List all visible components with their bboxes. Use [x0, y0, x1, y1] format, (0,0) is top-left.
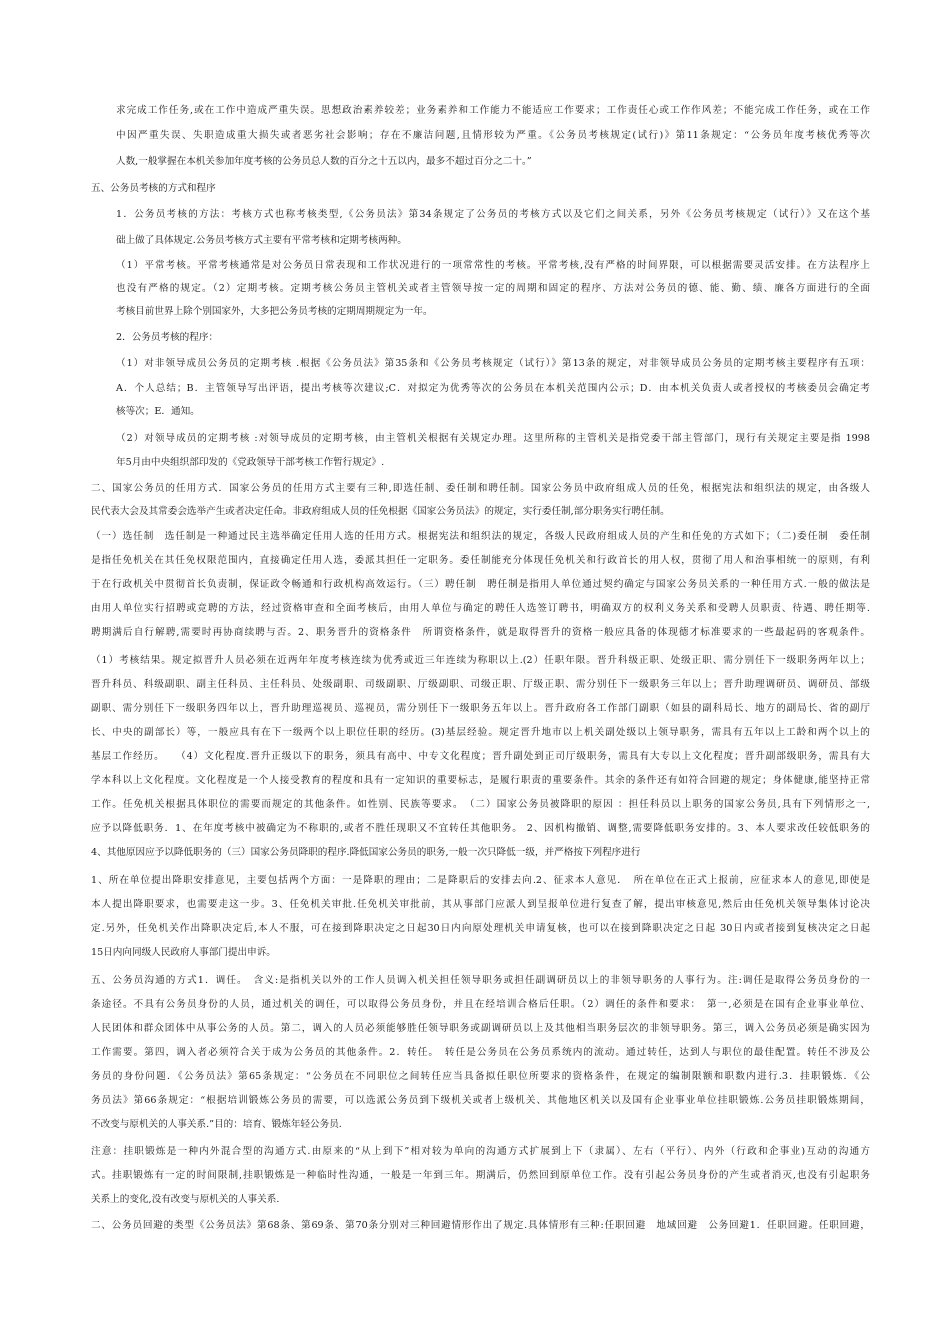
- section-heading: 五、公务员考核的方式和程序: [91, 183, 216, 194]
- text-line: （1）平常考核。平常考核通常是对公务员日常表现和工作状况进行的一项常常性的考核。平常考核,没有严格的时间界限，可以根据需要灵活安排。在方法程序上: [116, 260, 870, 271]
- text-line: 式。挂职锻炼有一定的时间限制,挂职锻炼是一种临时性沟通，一般是一年到三年。期满后，仍然回到原单位工作。没有引起公务员身份的产生或者消灭,也没有引起职务: [91, 1170, 870, 1181]
- text-line: 工作需要。第四，调入者必须符合关于成为公务员的其他条件。2．转任。 转任是公务员在公务员系统内的流动。通过转任，达到人与职位的最佳配置。转任不涉及公: [91, 1047, 870, 1058]
- text-line: 工作。任免机关根据具体职位的需要而规定的其他条件。如性别、民族等要求。 （二）国家公务员被降职的原因 ：担任科员以上职务的国家公务员,具有下列情形之一,: [91, 799, 870, 810]
- text-line: 是指任免机关在其任免权限范围内，直接确定任用人选，委派其担任一定职务。委任制能充分体现任免机关和行政首长的用人权，贯彻了用人和治事相统一的原则，有利: [91, 555, 870, 566]
- text-line: 中因严重失误、失职造成重大损失或者恶劣社会影响；存在不廉洁问题,且情形较为严重。《公务员考核规定(试行)》第11条规定：“公务员年度考核优秀等次: [116, 130, 870, 141]
- text-line: 务员的身份问题．《公务员法》第65条规定：“公务员在不同职位之间转任应当具备拟任职位所要求的资格条件，在规定的编制限额和职数内进行.3．挂职锻炼．《公: [91, 1071, 870, 1082]
- text-line: 也没有严格的规定。（2）定期考核。定期考核公务员主管机关或者主管领导按一定的周期和固定的程序、方法对公务员的德、能、勤、绩、廉各方面进行的全面: [116, 283, 870, 294]
- text-line: 本人提出降职要求，也需要走这一步。3、任免机关审批.任免机关审批前，其从事部门应派人到呈报单位进行复查了解，提出审核意见,然后由任免机关领导集体讨论决: [91, 899, 870, 910]
- text-line: 由用人单位实行招聘或竞聘的方法，经过资格审查和全面考核后，由用人单位与确定的聘任人选签订聘书，明确双方的权利义务关系和受聘人员职责、待遇、聘任期等.: [91, 603, 870, 614]
- text-line: 15日内向同级人民政府人事部门提出申诉。: [91, 947, 276, 958]
- text-line: 长、中央的副部长）等，一般应具有在下一级两个以上职位任职的经历。(3)基层经验。规定晋升地市以上机关副处级以上领导职务，需具有五年以上工龄和两个以上的: [91, 727, 870, 738]
- text-line: 注意：挂职锻炼是一种内外混合型的沟通方式.由原来的“从上到下”相对较为单向的沟通方式扩展到上下（隶属）、左右（平行）、内外（行政和企事业)互动的沟通方: [91, 1146, 870, 1157]
- text-line: （2）对领导成员的定期考核 :对领导成员的定期考核，由主管机关根据有关规定办理。这里所称的主管机关是指党委干部主管部门，现行有关规定主要是指 1998: [116, 433, 870, 444]
- text-line: 不改变与原机关的人事关系.”目的：培育、锻炼年轻公务员.: [91, 1119, 342, 1130]
- text-line: 应予以降低职务．1、在年度考核中被确定为不称职的,或者不胜任现职又不宜转任其他职务。 2、因机构撤销、调整,需要降低职务安排的。3、本人要求改任较低职务的: [91, 823, 870, 834]
- text-line: 核等次；E．通知。: [116, 406, 200, 417]
- text-line: 础上做了具体规定.公务员考核方式主要有平常考核和定期考核两种。: [116, 235, 407, 246]
- text-line: 副职、需分别任下一级职务四年以上，晋升助理巡视员、巡视员，需分别任下一级职务五年以上。晋升政府各工作部门副职（如县的副科局长、地方的副局长、省的副厅: [91, 703, 870, 714]
- text-line: 考核目前世界上除个别国家外，大多把公务员考核的定期周期规定为一年。: [116, 306, 433, 317]
- text-line: 学本科以上文化程度。文化程度是一个人接受教育的程度和具有一定知识的重要标志，是履行职责的重要条件。其余的条件还有如符合回避的规定；身体健康,能坚持正常: [91, 775, 870, 786]
- text-line: 4、其他原因应予以降低职务的（三）国家公务员降职的程序.降低国家公务员的职务,一般一次只降低一级，并严格按下列程序进行: [91, 847, 641, 858]
- text-line: 人民团体和群众团体中从事公务的人员。第二，调入的人员必须能够胜任领导职务或副调研员以上及其他相当职务层次的非领导职务。第三，调入公务员必须是确实因为: [91, 1023, 870, 1034]
- text-line: 于在行政机关中贯彻首长负责制，保证政令畅通和行政机构高效运行。（三）聘任制 聘任制是指用人单位通过契约确定与国家公务员关系的一种任用方式.一般的做法是: [91, 579, 870, 590]
- text-line: 聘期满后自行解聘,需要时再协商续聘与否。2、职务晋升的资格条件 所谓资格条件，就是取得晋升的资格一般应具备的体现德才标准要求的一些最起码的客观条件。: [91, 627, 870, 638]
- text-line: 二、国家公务员的任用方式．国家公务员的任用方式主要有三种,即选任制、委任制和聘任制。国家公务员中政府组成人员的任免，根据宪法和组织法的规定，由各级人: [91, 483, 870, 494]
- text-line: 人数,一般掌握在本机关参加年度考核的公务员总人数的百分之十五以内，最多不超过百分之二十。”: [116, 156, 532, 167]
- text-line: A．个人总结；B．主管领导写出评语，提出考核等次建议;C．对拟定为优秀等次的公务员在本机关范围内公示；D．由本机关负责人或者授权的考核委员会确定考: [116, 383, 870, 394]
- text-line: 关系上的变化,没有改变与原机关的人事关系.: [91, 1194, 280, 1205]
- text-line: 条途径。不具有公务员身份的人员，通过机关的调任，可以取得公务员身份，并且在经培训合格后任职。（2）调任的条件和要求： 第一,必须是在国有企业事业单位、: [91, 999, 870, 1010]
- text-line: 1．公务员考核的方法：考核方式也称考核类型,《公务员法》第34条规定了公务员的考核方式以及它们之间关系，另外《公务员考核规定（试行）》又在这个基: [116, 209, 870, 220]
- text-line: 务员法》第66条规定：“根据培训锻炼公务员的需要，可以选派公务员到下级机关或者上级机关、其他地区机关以及国有企业事业单位挂职锻炼.公务员挂职锻炼期间，: [91, 1095, 870, 1106]
- text-line: 2．公务员考核的程序：: [116, 332, 219, 343]
- text-line: （1）考核结果。规定拟晋升人员必须在近两年年度考核连续为优秀或近三年连续为称职以上.(2）任职年限。晋升科级正职、处级正职、需分别任下一级职务两年以上；: [91, 655, 870, 666]
- text-line: 1、所在单位提出降职安排意见，主要包括两个方面：一是降职的理由；二是降职后的安排去向.2、征求本人意见． 所在单位在正式上报前，应征求本人的意见,即使是: [91, 875, 870, 886]
- text-line: （一）选任制 选任制是一种通过民主选举确定任用人选的任用方式。根据宪法和组织法的规定，各级人民政府组成人员的产生和任免的方式如下；（二)委任制 委任制: [91, 531, 870, 542]
- text-line: 民代表大会及其常委会选举产生或者决定任命。非政府组成人员的任免根据《国家公务员法》的规定，实行委任制,部分职务实行聘任制。: [91, 506, 670, 517]
- text-line: （1）对非领导成员公务员的定期考核 .根据《公务员法》第35条和《公务员考核规定（试行）》第13条的规定，对非领导成员公务员的定期考核主要程序有五项：: [116, 358, 870, 369]
- text-line: 二、公务员回避的类型《公务员法》第68条、第69条、第70条分别对三种回避情形作出了规定.具体情形有三种:任职回避 地域回避 公务回避1．任职回避。任职回避，: [91, 1220, 870, 1231]
- text-line: 定.另外，任免机关作出降职决定后,本人不服，可在接到降职决定之日起30日内向原处理机关申请复核，也可以在接到降职决定之日起 30日内或者接到复核决定之日起: [91, 923, 870, 934]
- text-line: 五、公务员沟通的方式1．调任。 含义:是指机关以外的工作人员调入机关担任领导职务或担任副调研员以上的非领导职务的人事行为。注:调任是取得公务员身份的一: [91, 975, 870, 986]
- text-line: 基层工作经历。 （4）文化程度.晋升正级以下的职务，须具有高中、中专文化程度；晋升副处到正司厅级职务，需具有大专以上文化程度；晋升副部级职务，需具有大: [91, 751, 870, 762]
- text-line: 晋升科员、科级副职、副主任科员、主任科员、处级副职、司级副职、厅级副职、司级正职、厅级正职、需分别任下一级职务三年以上；晋升助理调研员、调研员、部级: [91, 679, 870, 690]
- text-line: 求完成工作任务,或在工作中造成严重失误。思想政治素养较差；业务素养和工作能力不能适应工作要求；工作责任心或工作作风差；不能完成工作任务，或在工作: [116, 105, 870, 116]
- text-line: 年5月由中央组织部印发的《党政领导干部考核工作暂行规定》.: [116, 457, 385, 468]
